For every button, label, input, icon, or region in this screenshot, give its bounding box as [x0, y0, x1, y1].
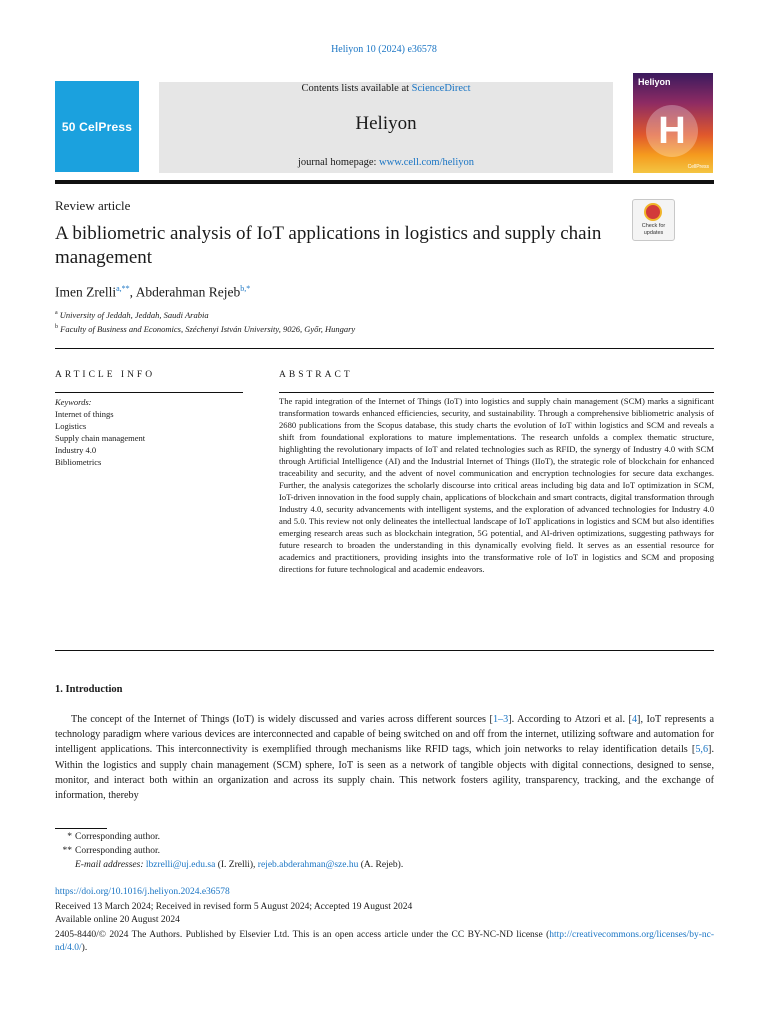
affiliation [55, 310, 209, 320]
cover-title: Heliyon [638, 77, 671, 87]
affiliation-mark: b [55, 324, 58, 331]
check-for-updates-button[interactable] [632, 199, 675, 241]
homepage-prefix: journal homepage: [297, 157, 380, 168]
email-owner: (I. Zrelli), [215, 860, 258, 870]
footnote-corresponding [55, 846, 160, 856]
abstract-label: ABSTRACT [279, 370, 353, 380]
email-link[interactable]: rejeb.abderahman@sze.hu [257, 860, 359, 870]
cover-letter: H [658, 110, 686, 152]
footnote-text: Corresponding author. [75, 832, 160, 842]
keyword-item: Bibliometrics [55, 457, 102, 467]
article-type: Review article [55, 198, 131, 213]
received-dates: Received 13 March 2024; Received in revised form 5 August 2024; Accepted 19 August 2024 [55, 902, 413, 912]
introduction-heading: 1. Introduction [55, 684, 123, 695]
license-link[interactable]: http://creativecommons.org/licenses/by-nc-nd/4.0/ [55, 930, 714, 953]
abstract-rule [279, 392, 714, 393]
article-title: A bibliometric analysis of IoT applications in logistics and supply chain management [55, 223, 602, 268]
keyword-item: Logistics [55, 421, 87, 431]
header-rule [55, 180, 714, 184]
journal-cover-image[interactable] [633, 73, 713, 173]
introduction-paragraph [55, 712, 714, 803]
author-list [55, 284, 250, 301]
intro-text: ]. According to Atzori et al. [ [508, 714, 632, 725]
affiliation [55, 324, 355, 334]
citation-link[interactable]: 1–3 [492, 714, 509, 725]
homepage-line [159, 157, 613, 168]
check-for-updates-label: Check for updates [641, 223, 666, 236]
author-name: Abderahman Rejeb [135, 284, 241, 300]
article-info-rule [55, 392, 243, 393]
keyword-item: Internet of things [55, 409, 114, 419]
footnote-corresponding [55, 832, 160, 842]
contents-line [159, 83, 613, 94]
keyword-item: Supply chain management [55, 433, 146, 443]
keyword-item: Industry 4.0 [55, 445, 97, 455]
affiliation-text: University of Jeddah, Jeddah, Saudi Arabia [59, 310, 209, 320]
email-label: E-mail addresses: [75, 860, 144, 870]
section-divider [55, 348, 714, 349]
cellpress-logo-text: 50 CelPress [61, 119, 133, 134]
license-statement [55, 929, 714, 955]
footnote-emails [55, 860, 403, 870]
cellpress-logo[interactable] [55, 81, 139, 172]
author-marks[interactable]: a,** [116, 284, 130, 293]
citation-link[interactable]: 5,6 [695, 744, 709, 756]
journal-reference[interactable]: Heliyon 10 (2024) e36578 [331, 44, 437, 55]
journal-homepage-link[interactable]: www.cell.com/heliyon [379, 157, 475, 168]
journal-name: Heliyon [355, 113, 417, 134]
footnote-rule [55, 828, 107, 829]
citation-link[interactable]: 4 [631, 714, 638, 725]
keywords-title: Keywords: [55, 397, 92, 407]
email-owner: (A. Rejeb). [358, 860, 404, 870]
email-link[interactable]: lbzrelli@uj.edu.sa [145, 860, 216, 870]
intro-text: The concept of the Internet of Things (IoT) is widely discussed and varies across different sources [ [71, 714, 493, 725]
cover-footer: CellPress [687, 164, 709, 170]
affiliation-mark: a [55, 310, 58, 317]
abstract-bottom-rule [55, 650, 714, 651]
keywords-block [55, 396, 145, 468]
license-text: 2405-8440/© 2024 The Authors. Published by Elsevier Ltd. This is an open access article under the CC BY-NC-ND license ( [55, 930, 550, 940]
author-marks[interactable]: b,* [240, 284, 251, 293]
footnote-mark: * [67, 832, 72, 842]
sciencedirect-link[interactable]: ScienceDirect [411, 83, 471, 94]
contents-prefix: Contents lists available at [301, 83, 412, 94]
article-info-label: ARTICLE INFO [55, 370, 156, 380]
abstract-text: The rapid integration of the Internet of Things (IoT) into logistics and supply chain management (SCM) marks a significant transformation towards enhanced efficiencies, security, and sustainability. Through a comprehensive bibliometric analysis of 2680 publications from the Scopus database, this study charts the evolution of IoT within logistics and SCM and reveals a shift from foundational explorations to mature implementations. The research unfolds a complex thematic structure, highlighting the revolutionary impacts of IoT and related technologies such as RFID, the synergy of Industry 4.0 with SCM through Artificial Intelligence (AI) and the Industrial Internet of Things (IIoT), the strategic role of blockchain for enhanced traceability and security, and the advent of novel communication and encryption technologies for secure data exchanges. Further, the analysis categorizes the scholarly discourse into critical areas including big data and IoT optimization in SCM, IoT-driven innovation in the food supply chain, applications of blockchain and smart contracts, digital transformation through Industry 4.0, security advancements with intelligent systems, and the exploration of advanced technologies for Industry 4.0 and 5.0. This review not only delineates the intellectual landscape of IoT applications in logistics and SCM but also identifies emerging research areas such as blockchain integration, 5G potential, and AI-driven optimizations, suggesting pathways for future research to broaden the understanding in this dynamically evolving field. It serves as an essential resource for academics and practitioners, providing insights into the transformative role of IoT in logistics and SCM and proposing directions for future technological and academic endeavors. [279, 396, 714, 574]
intro-text: ]. Within the logistics and supply chain management (SCM) sphere, IoT is seen as a network of tangible objects with digital connections, designed to sense, monitor, and interact both within an organization and across its supply chain. This network fosters agility, transparency, tracking, and the exchange of information, thereby [55, 744, 714, 802]
author-name: Imen Zrelli [55, 284, 117, 300]
license-end: ). [81, 943, 88, 953]
available-online-date: Available online 20 August 2024 [55, 915, 180, 925]
footnote-mark: ** [62, 846, 72, 856]
author-separator: , [129, 284, 136, 300]
doi-link[interactable]: https://doi.org/10.1016/j.heliyon.2024.e36578 [55, 887, 230, 897]
check-for-updates-icon [644, 203, 662, 221]
affiliation-text: Faculty of Business and Economics, Széchenyi István University, 9026, Győr, Hungary [60, 324, 356, 334]
footnote-text: Corresponding author. [75, 846, 160, 856]
intro-text: ], IoT represents a technology paradigm where various devices are interconnected and capable of being switched on and off from the internet, utilizing software and automation for intelligent applications. This interconnectivity is exemplified through mechanisms like RFID tags, which join networks to relay identification details [ [55, 714, 714, 756]
